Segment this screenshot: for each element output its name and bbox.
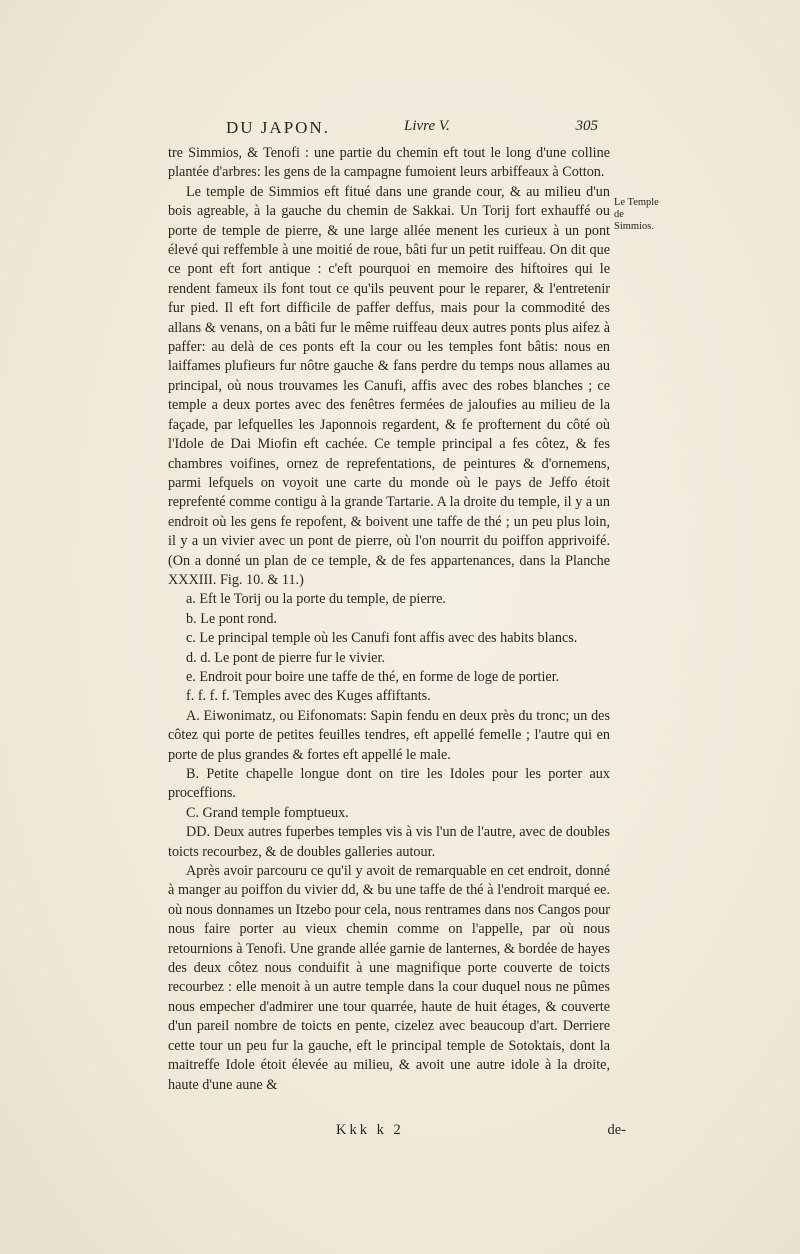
legend-item: d. d. Le pont de pierre fur le vivier.	[186, 649, 385, 666]
legend-item: b. Le pont rond.	[186, 610, 278, 627]
catchword: de-	[607, 1122, 626, 1138]
legend-item: f. f. f. f. Temples avec des Kuges affiftants.	[186, 688, 431, 705]
paragraph: DD. Deux autres fuperbes temples vis à vis l'un de l'autre, avec de doubles toicts recourbez, & de doubles galleries autour.	[168, 824, 610, 860]
legend-item: e. Endroit pour boire une taffe de thé, en forme de loge de portier.	[186, 668, 560, 685]
paragraph: Le temple de Simmios eft fitué dans une grande cour, & au milieu d'un bois agreable, à la gauche du chemin de Sakkai. Un Torij fort exhauffé ou porte de temple de pierre, & une large allée menent les curieux à un pont élevé qui reffemble à une moitié de roue, bâti fur un petit ruiffeau. On dit que ce pont eft fort antique : c'eft pourquoi en memoire des hiftoires qui le rendent fameux ils font tout ce qu'ils peuvent pour le reparer, & l'entretenir fur pied. Il eft fort difficile de paffer deffus, mais pour la commodité des allans & venans, on a bâti fur le même ruiffeau deux autres ponts plus aifez à paffer: au delà de ces ponts eft la cour ou les temples font bâtis: nous en laiffames plufieurs fur nôtre gauche & fans perdre du temps nous allames au principal, où nous trouvames les Canufi, affis avec des robes blanches ; ce temple a deux portes avec des fenêtres fermées de jaloufies au milieu de la façade, par lefquelles les Japonnois regardent, & fe profternent du côté où l'Idole de Dai Miofin eft cachée. Ce temple principal a fes côtez, & fes chambres voifines, ornez de reprefentations, de peintures & d'ornemens, parmi lefquels on voyoit une carte du monde où le pays de Jeffo étoit reprefenté comme contigu à la grande Tartarie. A la droite du temple, il y a un endroit où les gens fe repofent, & boivent une taffe de thé ; un peu plus loin, il y a un vivier avec un pont de pierre, où l'on nourrit du poiffon apprivoifé. (On a donné un plan de ce temple, & de fes appartenances, dans la Planche XXXIII. Fig. 10. & 11.)	[168, 183, 610, 588]
margin-note: Le Temple de Simmios.	[614, 197, 659, 232]
paragraph: B. Petite chapelle longue dont on tire les Idoles pour les porter aux proceffions.	[168, 766, 610, 802]
body-text	[168, 144, 610, 1095]
paragraph: A. Eiwonimatz, ou Eifonomats: Sapin fendu en deux près du tronc; un des côtez qui porte de petites feuilles tendres, eft appellé femelle ; l'autre qui en porte de plus grandes & fortes eft appellé le male.	[168, 707, 610, 763]
book-number: Livre V.	[404, 118, 450, 134]
page-number: 305	[575, 118, 598, 134]
paragraph: C. Grand temple fomptueux.	[186, 804, 349, 821]
running-head	[226, 118, 598, 140]
catchline	[336, 1122, 626, 1142]
running-title: DU JAPON.	[226, 118, 330, 137]
paragraph: Après avoir parcouru ce qu'il y avoit de remarquable en cet endroit, donné à manger au poiffon du vivier dd, & bu une taffe de thé à l'endroit marqué ee. où nous donnames un Itzebo pour cela, nous rentrames dans nos Cangos pour nous faire porter au vieux chemin comme on l'appelle, par où nous retournions à Tenofi. Une grande allée garnie de lanternes, & bordée de hayes des deux côtez nous conduifit à une magnifique porte couverte de toicts recourbez : elle menoit à un autre temple dans la cour duquel nous ne pûmes nous empecher d'admirer une tour quarrée, haute de huit étages, & couverte d'un pareil nombre de toicts en pente, cizelez avec beaucoup d'art. Derriere cette tour un peu fur la gauche, eft le principal temple de Sotoktais, dont la maitreffe Idole étoit élevée au milieu, & avoit une autre idole à la droite, haute d'une aune &	[168, 863, 610, 1093]
signature-mark: Kkk k 2	[336, 1122, 404, 1138]
legend-item: a. Eft le Torij ou la porte du temple, de pierre.	[186, 591, 446, 608]
legend-item: c. Le principal temple où les Canufi font affis avec des habits blancs.	[186, 630, 578, 647]
paragraph: tre Simmios, & Tenofi : une partie du chemin eft tout le long d'une colline plantée d'arbres: les gens de la campagne fumoient leurs arbiffeaux à Cotton.	[168, 145, 610, 181]
